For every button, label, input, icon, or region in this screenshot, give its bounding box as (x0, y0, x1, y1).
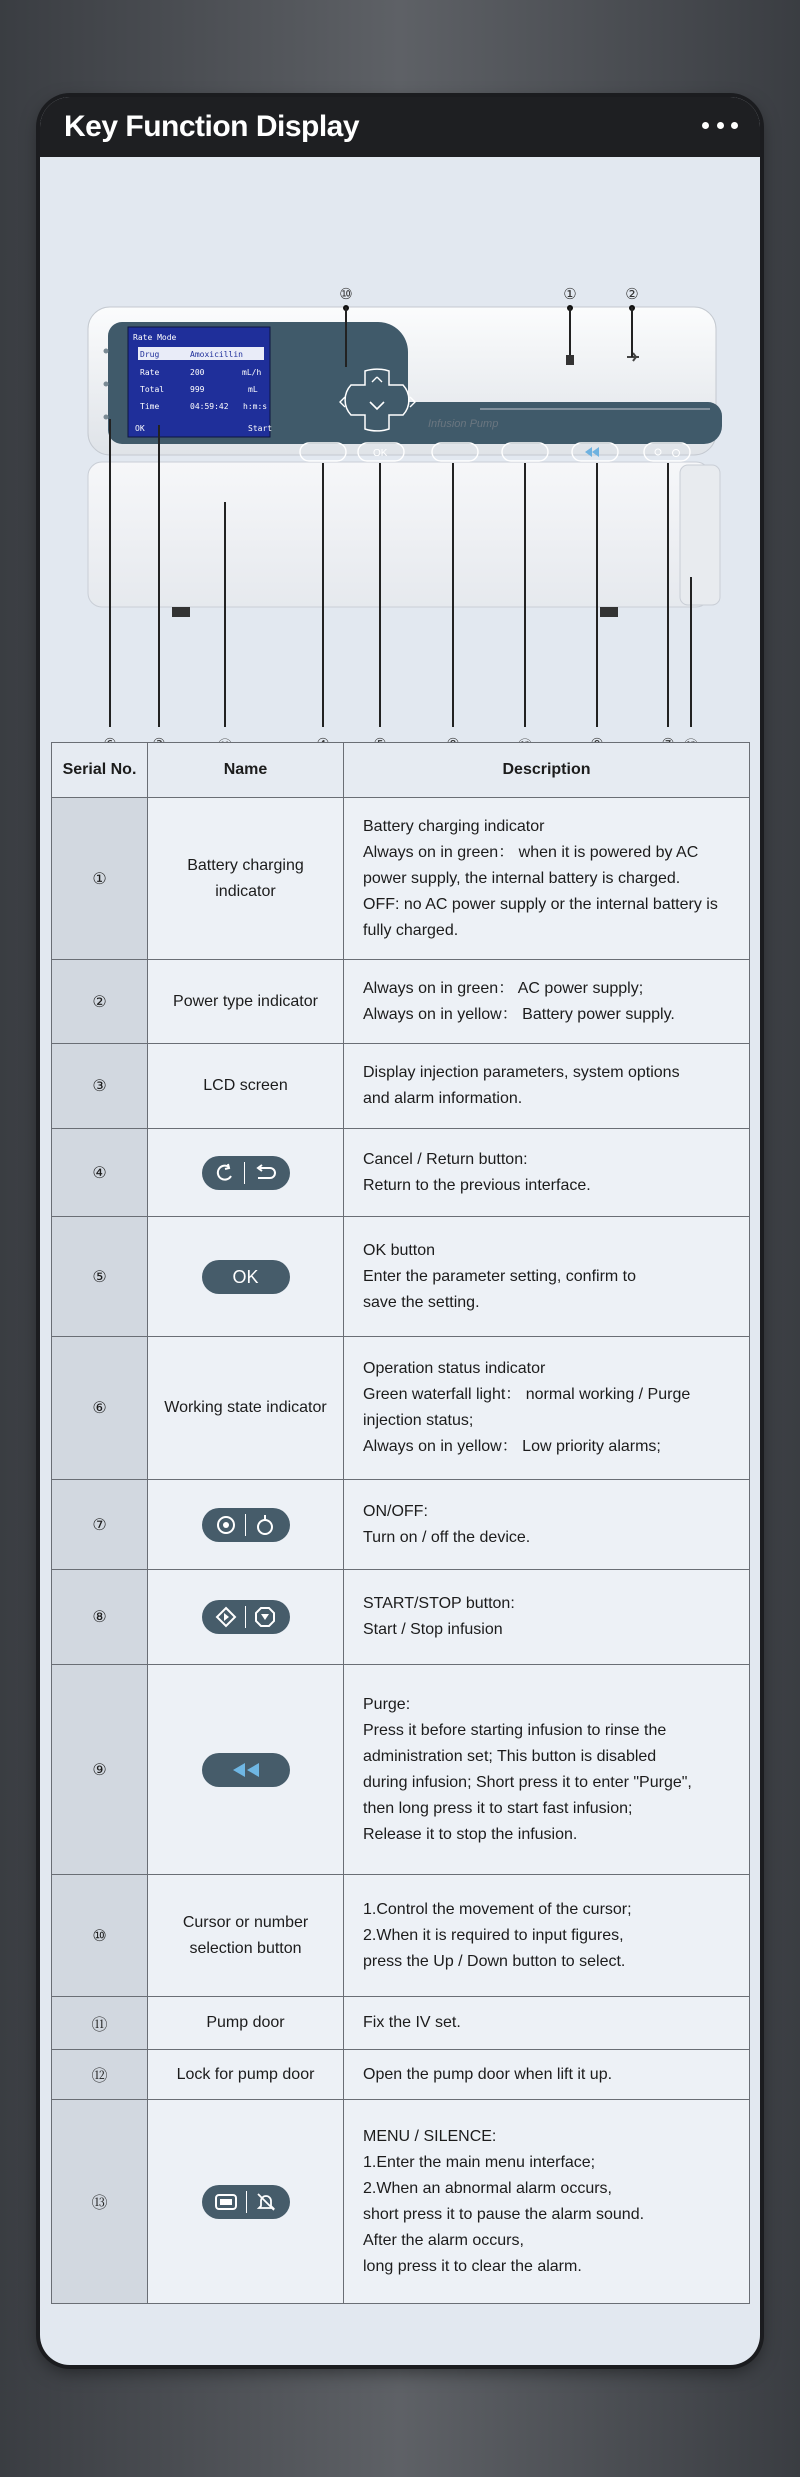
name-cell: Lock for pump door (148, 2050, 344, 2100)
description-cell: ON/OFF: Turn on / off the device. (344, 1480, 750, 1570)
description-cell: Open the pump door when lift it up. (344, 2050, 750, 2100)
serial-cell: ⑪ (52, 1997, 148, 2050)
description-cell: Display injection parameters, system options and alarm information. (344, 1044, 750, 1129)
svg-text:h:m:s: h:m:s (243, 402, 268, 411)
ok-key-label: OK (373, 448, 388, 459)
name-cell (148, 1129, 344, 1217)
serial-cell: ⑫ (52, 2050, 148, 2100)
table-row (52, 1337, 750, 1480)
name-cell (148, 1665, 344, 1875)
table-row (52, 1129, 750, 1217)
more-dots-icon[interactable] (702, 111, 738, 139)
serial-cell: ⑧ (52, 1570, 148, 1665)
purge-button-icon (202, 1753, 290, 1787)
svg-text:Amoxicillin: Amoxicillin (190, 350, 243, 359)
page-title: Key Function Display (64, 110, 360, 143)
table-row (52, 1480, 750, 1570)
serial-cell: ⑬ (52, 2100, 148, 2304)
header-description: Description (344, 743, 750, 798)
description-cell: Purge: Press it before starting infusion to rinse the administration set; This button is disabled during infusion; Short press it to enter "Purge", then long press it to start fast infusion; Release it to stop the infusion. (344, 1665, 750, 1875)
battery-indicator (566, 355, 574, 365)
name-cell: LCD screen (148, 1044, 344, 1129)
table-row (52, 798, 750, 960)
svg-text:Rate: Rate (140, 368, 160, 377)
svg-text:Start: Start (248, 424, 273, 433)
svg-text:Drug: Drug (140, 350, 160, 359)
serial-cell: ① (52, 798, 148, 960)
cancel-return-button-icon (202, 1156, 290, 1190)
menu-silence-button-icon (202, 2185, 290, 2219)
marker-2: ② (625, 286, 639, 303)
svg-text:Time: Time (140, 402, 160, 411)
table-row (52, 1875, 750, 1997)
description-cell: Battery charging indicator Always on in green： when it is powered by AC power supply, the internal battery is charged. OFF: no AC power supply or the internal battery is fully charged. (344, 798, 750, 960)
serial-cell: ④ (52, 1129, 148, 1217)
table-header-row (52, 743, 750, 798)
description-cell: Always on in green： AC power supply; Always on in yellow： Battery power supply. (344, 960, 750, 1044)
name-cell: Cursor or number selection button (148, 1875, 344, 1997)
svg-text:mL: mL (248, 385, 258, 394)
serial-cell: ⑥ (52, 1337, 148, 1480)
description-cell: 1.Control the movement of the cursor; 2.When it is required to input figures, press the Up / Down button to select. (344, 1875, 750, 1997)
marker-10: ⑩ (339, 286, 353, 303)
brand-label: Infusion Pump (428, 418, 499, 430)
ok-button-icon: OK (202, 1260, 290, 1294)
table-row (52, 960, 750, 1044)
name-cell (148, 2100, 344, 2304)
description-cell: Operation status indicator Green waterfall light： normal working / Purge injection status; Always on in yellow： Low priority alarms; (344, 1337, 750, 1480)
description-cell: OK button Enter the parameter setting, confirm to save the setting. (344, 1217, 750, 1337)
svg-text:Total: Total (140, 385, 165, 394)
svg-text:04:59:42: 04:59:42 (190, 402, 229, 411)
power-on-off-button-icon (202, 1508, 290, 1542)
header-name: Name (148, 743, 344, 798)
name-cell: Working state indicator (148, 1337, 344, 1480)
start-stop-button-icon (202, 1600, 290, 1634)
header-serial: Serial No. (52, 743, 148, 798)
description-cell: Fix the IV set. (344, 1997, 750, 2050)
function-table (51, 742, 750, 2304)
serial-cell: ⑤ (52, 1217, 148, 1337)
description-cell: START/STOP button: Start / Stop infusion (344, 1570, 750, 1665)
pump-illustration (40, 157, 760, 757)
serial-cell: ⑨ (52, 1665, 148, 1875)
table-row (52, 1997, 750, 2050)
serial-cell: ③ (52, 1044, 148, 1129)
table-row (52, 2050, 750, 2100)
table-row (52, 1217, 750, 1337)
name-cell: Battery charging indicator (148, 798, 344, 960)
description-cell: MENU / SILENCE: 1.Enter the main menu interface; 2.When an abnormal alarm occurs, short press it to pause the alarm sound. After the alarm occurs, long press it to clear the alarm. (344, 2100, 750, 2304)
card-header (40, 97, 760, 157)
table-row (52, 2100, 750, 2304)
marker-1: ① (563, 286, 577, 303)
name-cell: Pump door (148, 1997, 344, 2050)
serial-cell: ⑦ (52, 1480, 148, 1570)
lcd-mode: Rate Mode (133, 333, 177, 342)
table-row (52, 1044, 750, 1129)
infusion-pump-diagram (40, 157, 760, 757)
svg-text:999: 999 (190, 385, 205, 394)
name-cell (148, 1570, 344, 1665)
pump-door (88, 462, 710, 607)
svg-text:OK: OK (135, 424, 145, 433)
description-cell: Cancel / Return button: Return to the previous interface. (344, 1129, 750, 1217)
name-cell (148, 1480, 344, 1570)
svg-text:200: 200 (190, 368, 205, 377)
table-row (52, 1570, 750, 1665)
svg-text:mL/h: mL/h (242, 368, 262, 377)
key-function-card (40, 97, 760, 2365)
name-cell: Power type indicator (148, 960, 344, 1044)
name-cell (148, 1217, 344, 1337)
lcd-screen (128, 327, 273, 437)
serial-cell: ⑩ (52, 1875, 148, 1997)
serial-cell: ② (52, 960, 148, 1044)
door-lock (680, 465, 720, 605)
table-row (52, 1665, 750, 1875)
